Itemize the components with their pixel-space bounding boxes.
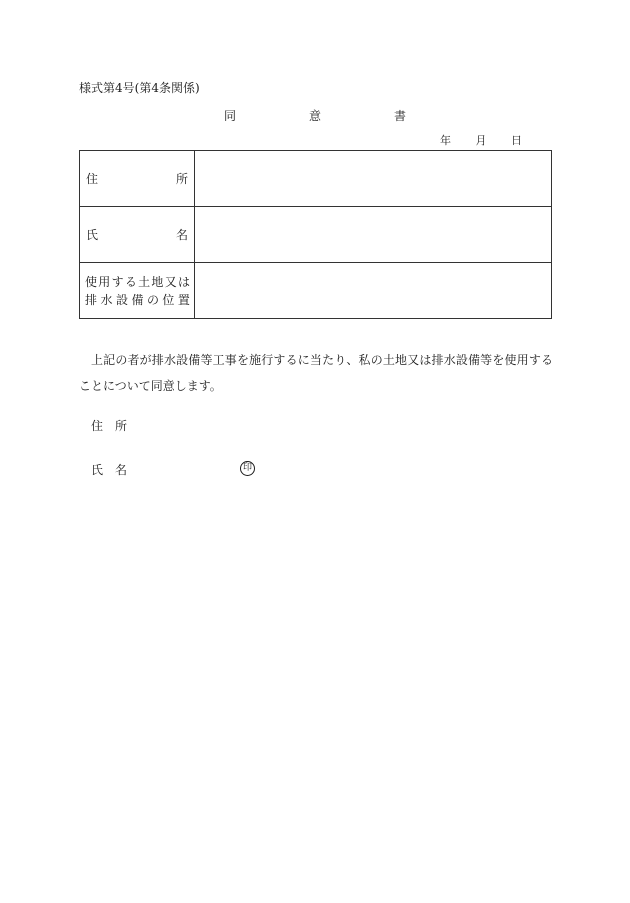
label-char: 置 xyxy=(177,292,190,307)
document-title xyxy=(224,107,406,124)
signature-name-char-1: 氏 xyxy=(91,463,104,477)
address-label xyxy=(80,151,195,207)
location-label xyxy=(80,263,195,319)
label-char: 用 xyxy=(98,274,111,289)
address-label-char-1: 住 xyxy=(86,172,99,186)
signature-name xyxy=(91,461,127,478)
consent-info-table xyxy=(79,150,552,319)
title-char-3: 書 xyxy=(393,109,406,123)
label-char: 水 xyxy=(100,292,113,307)
label-char: 設 xyxy=(115,292,128,307)
name-label-char-2: 名 xyxy=(175,228,188,242)
label-char: 備 xyxy=(131,292,144,307)
address-row xyxy=(80,151,552,207)
location-label-line-2 xyxy=(85,291,190,309)
label-char: 土 xyxy=(138,274,151,289)
date-line xyxy=(440,132,522,148)
date-year: 年 xyxy=(440,134,451,147)
signature-address-char-2: 所 xyxy=(114,419,127,433)
address-label-char-2: 所 xyxy=(175,172,188,186)
location-row xyxy=(80,263,552,319)
label-char: 地 xyxy=(151,274,164,289)
title-char-1: 同 xyxy=(224,109,237,123)
date-month: 月 xyxy=(475,134,487,147)
consent-statement: 上記の者が排水設備等工事を施行するに当たり、私の土地又は排水設備等を使用することについて同意します。 xyxy=(79,353,553,393)
location-value-cell[interactable] xyxy=(195,263,552,319)
label-char: 位 xyxy=(162,292,175,307)
label-char: す xyxy=(111,274,124,289)
name-row xyxy=(80,207,552,263)
name-label-char-1: 氏 xyxy=(86,228,99,242)
address-value-cell[interactable] xyxy=(195,151,552,207)
label-char: 排 xyxy=(85,292,98,307)
title-char-2: 意 xyxy=(308,109,321,123)
signature-address xyxy=(91,417,127,434)
name-label xyxy=(80,207,195,263)
location-label-line-1 xyxy=(85,273,190,291)
signature-name-label xyxy=(91,461,127,478)
label-char: は xyxy=(177,274,190,289)
signature-address-label xyxy=(91,417,127,434)
name-value-cell[interactable] xyxy=(195,207,552,263)
label-char: の xyxy=(146,292,159,307)
label-char: 使 xyxy=(85,274,98,289)
form-number: 様式第4号(第4条関係) xyxy=(79,81,200,95)
seal-mark: 印 xyxy=(240,461,255,476)
signature-name-char-2: 名 xyxy=(114,463,127,477)
signature-address-char-1: 住 xyxy=(91,419,104,433)
label-char: る xyxy=(124,274,137,289)
date-day: 日 xyxy=(511,134,522,147)
label-char: 又 xyxy=(164,274,177,289)
